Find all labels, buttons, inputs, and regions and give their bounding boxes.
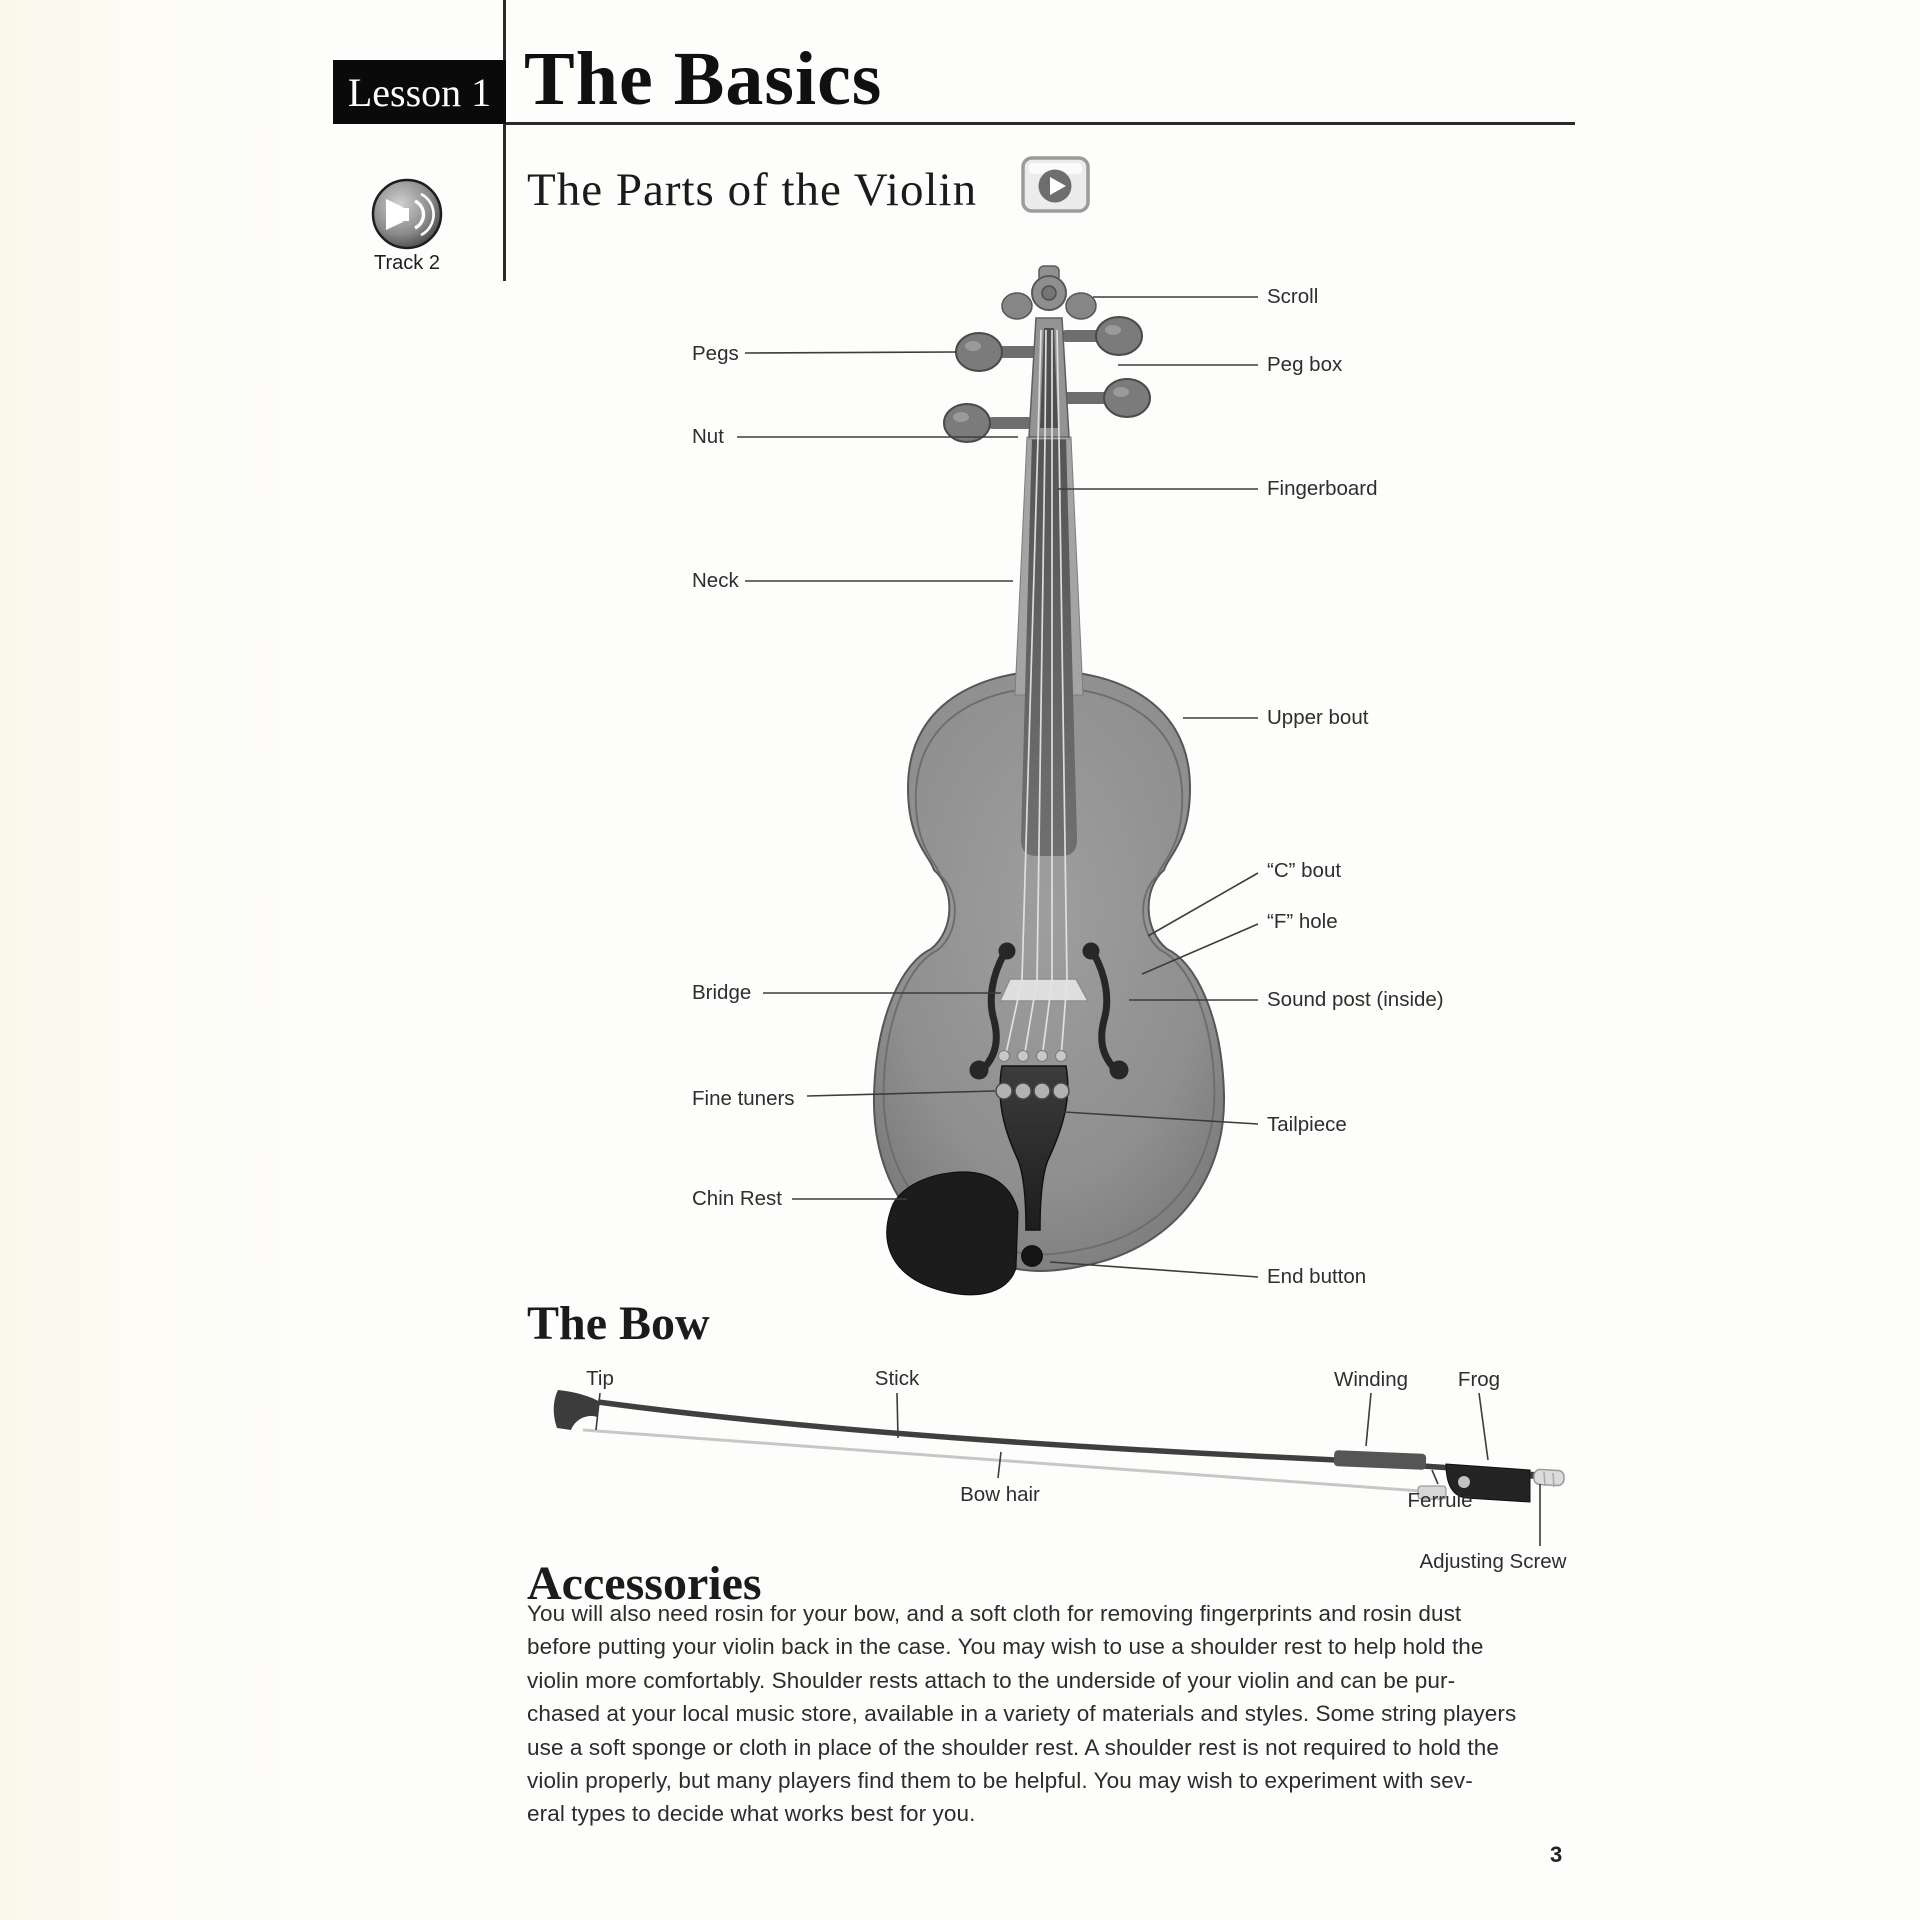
paragraph-line: violin properly, but many players find them to be helpful. You may wish to experiment with sev-	[527, 1768, 1473, 1794]
lesson-badge	[333, 60, 506, 124]
label-bow-hair: Bow hair	[960, 1483, 1040, 1506]
bow-illustration	[554, 1390, 1565, 1502]
label-c-bout: “C” bout	[1267, 859, 1342, 882]
video-play-icon	[1023, 158, 1088, 211]
violin-illustration	[874, 266, 1224, 1295]
parts-heading: The Parts of the Violin	[527, 164, 978, 216]
label-nut: Nut	[692, 425, 724, 448]
label-f-hole: “F” hole	[1267, 910, 1338, 933]
bow-tip-part	[554, 1390, 600, 1430]
label-end-button: End button	[1267, 1265, 1367, 1288]
label-peg-box: Peg box	[1267, 353, 1343, 376]
label-fingerboard: Fingerboard	[1267, 477, 1378, 500]
violin-endbutton-part	[1021, 1245, 1043, 1267]
speaker-icon	[373, 180, 441, 248]
label-sound-post: Sound post (inside)	[1267, 988, 1444, 1011]
page-title: The Basics	[524, 37, 883, 121]
label-chin-rest: Chin Rest	[692, 1187, 783, 1210]
label-tip: Tip	[586, 1367, 614, 1390]
paragraph-line: chased at your local music store, available in a variety of materials and styles. Some string players	[527, 1701, 1517, 1727]
label-ferrule: Ferrule	[1407, 1489, 1473, 1512]
lesson-badge-label: Lesson 1	[347, 69, 492, 115]
label-adjusting-screw: Adjusting Screw	[1419, 1550, 1567, 1573]
paragraph-line: violin more comfortably. Shoulder rests attach to the underside of your violin and can be pur-	[527, 1667, 1456, 1693]
vertical-rule	[503, 0, 506, 281]
label-winding: Winding	[1333, 1368, 1409, 1391]
accessories-paragraph	[527, 1597, 1587, 1831]
violin-chinrest-part	[887, 1172, 1018, 1295]
label-frog: Frog	[1457, 1368, 1501, 1391]
paragraph-line: use a soft sponge or cloth in place of the shoulder rest. A shoulder rest is not required to hold the	[527, 1734, 1499, 1760]
label-pegs: Pegs	[692, 342, 739, 365]
paragraph-line: before putting your violin back in the case. You may wish to use a shoulder rest to help hold the	[527, 1634, 1484, 1660]
accessories-heading: Accessories	[527, 1557, 762, 1610]
violin-bridge-part	[1000, 979, 1088, 1001]
label-scroll: Scroll	[1267, 285, 1319, 308]
label-stick: Stick	[874, 1367, 920, 1390]
label-bridge: Bridge	[692, 981, 752, 1004]
paragraph-line: eral types to decide what works best for you.	[527, 1801, 976, 1827]
bow-screw-part	[1534, 1469, 1565, 1487]
frog-eye	[1458, 1476, 1470, 1488]
label-fine-tuners: Fine tuners	[692, 1087, 795, 1110]
track-label: Track 2	[374, 252, 440, 274]
label-tailpiece: Tailpiece	[1267, 1113, 1347, 1136]
page-number: 3	[1550, 1842, 1563, 1867]
paragraph-line: You will also need rosin for your bow, and a soft cloth for removing fingerprints and rosin dust	[527, 1601, 1462, 1626]
label-neck: Neck	[692, 569, 739, 592]
label-upper-bout: Upper bout	[1267, 706, 1369, 729]
bow-heading: The Bow	[527, 1297, 710, 1350]
bow-stick-part	[598, 1402, 1452, 1468]
bow-winding-part	[1334, 1450, 1427, 1470]
